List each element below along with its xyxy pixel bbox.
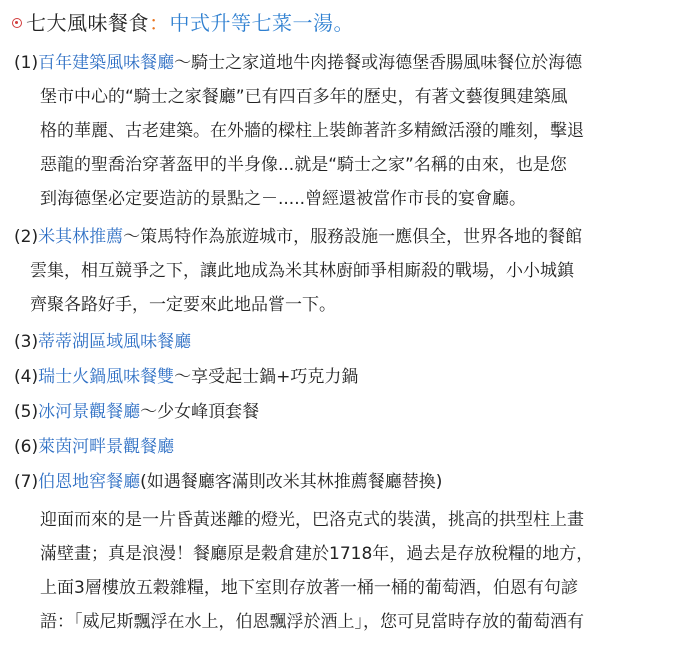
restaurant-link-5[interactable]: 冰河景觀餐廳	[38, 402, 141, 422]
item-7-continuation-line: 滿壁畫；真是浪漫！餐廳原是穀倉建於1718年，過去是存放稅糧的地方，	[40, 544, 594, 564]
restaurant-link-6[interactable]: 萊茵河畔景觀餐廳	[38, 437, 175, 457]
list-item-2	[14, 220, 582, 254]
list-item-7	[14, 465, 442, 499]
item-number: (1)	[14, 53, 39, 73]
item-tilde: ～	[123, 227, 141, 247]
restaurant-link-3[interactable]: 蒂蒂湖區域風味餐廳	[38, 332, 192, 352]
item-description: (如遇餐廳客滿則改米其林推薦餐廳替換)	[140, 472, 443, 492]
item-7-continuation-line: 迎面而來的是一片昏黃迷離的燈光，巴洛克式的裝潢，挑高的拱型柱上畫	[40, 510, 584, 530]
item-1-continuation-line: 惡龍的聖喬治穿著盔甲的半身像...就是“騎士之家”名稱的由來，也是您	[40, 155, 567, 175]
item-number: (4)	[14, 367, 39, 387]
restaurant-link-1[interactable]: 百年建築風味餐廳	[38, 53, 175, 73]
item-7-continuation-line: 上面3層樓放五穀雜糧，地下室則存放著一桶一桶的葡萄酒，伯恩有句諺	[40, 578, 578, 598]
item-1-continuation-line: 格的華麗、古老建築。在外牆的樑柱上裝飾著許多精緻活潑的雕刻，擊退	[40, 121, 584, 141]
restaurant-link-4[interactable]: 瑞士火鍋風味餐雙	[38, 367, 175, 387]
item-tilde: ～	[174, 367, 192, 387]
list-item-1	[14, 46, 582, 80]
item-number: (6)	[14, 437, 39, 457]
item-tilde: ～	[174, 53, 192, 73]
list-item-5	[14, 395, 259, 429]
item-description: 少女峰頂套餐	[157, 402, 260, 422]
item-1-continuation-line: 到海德堡必定要造訪的景點之－.....曾經還被當作市長的宴會廳。	[40, 189, 527, 209]
item-description: 騎士之家道地牛肉捲餐或海德堡香腸風味餐位於海德	[191, 53, 583, 73]
list-item-6	[14, 430, 174, 464]
item-number: (5)	[14, 402, 39, 422]
item-description: 享受起士鍋+巧克力鍋	[191, 367, 359, 387]
list-item-3	[14, 325, 191, 359]
heading-subtitle: 中式升等七菜一湯。	[169, 11, 354, 35]
heading-title: 七大風味餐食	[26, 11, 149, 35]
target-bullet-icon	[12, 18, 22, 28]
section-heading	[12, 9, 354, 37]
item-7-continuation-line: 語：「威尼斯飄浮在水上，伯恩飄浮於酒上」，您可見當時存放的葡萄酒有	[40, 612, 584, 632]
item-1-continuation-line: 堡市中心的“騎士之家餐廳”已有四百多年的歷史，有著文藝復興建築風	[40, 87, 568, 107]
item-2-continuation-line: 雲集，相互競爭之下，讓此地成為米其林廚師爭相廝殺的戰場，小小城鎮	[30, 261, 574, 281]
item-number: (3)	[14, 332, 39, 352]
item-number: (2)	[14, 227, 39, 247]
item-description: 策馬特作為旅遊城市，服務設施一應俱全，世界各地的餐館	[140, 227, 583, 247]
list-item-4	[14, 360, 358, 394]
item-tilde: ～	[140, 402, 158, 422]
item-number: (7)	[14, 472, 39, 492]
restaurant-link-2[interactable]: 米其林推薦	[38, 227, 124, 247]
item-2-continuation-line: 齊聚各路好手，一定要來此地品嘗一下。	[30, 295, 336, 315]
heading-colon: ：	[149, 11, 170, 35]
restaurant-link-7[interactable]: 伯恩地窖餐廳	[38, 472, 141, 492]
